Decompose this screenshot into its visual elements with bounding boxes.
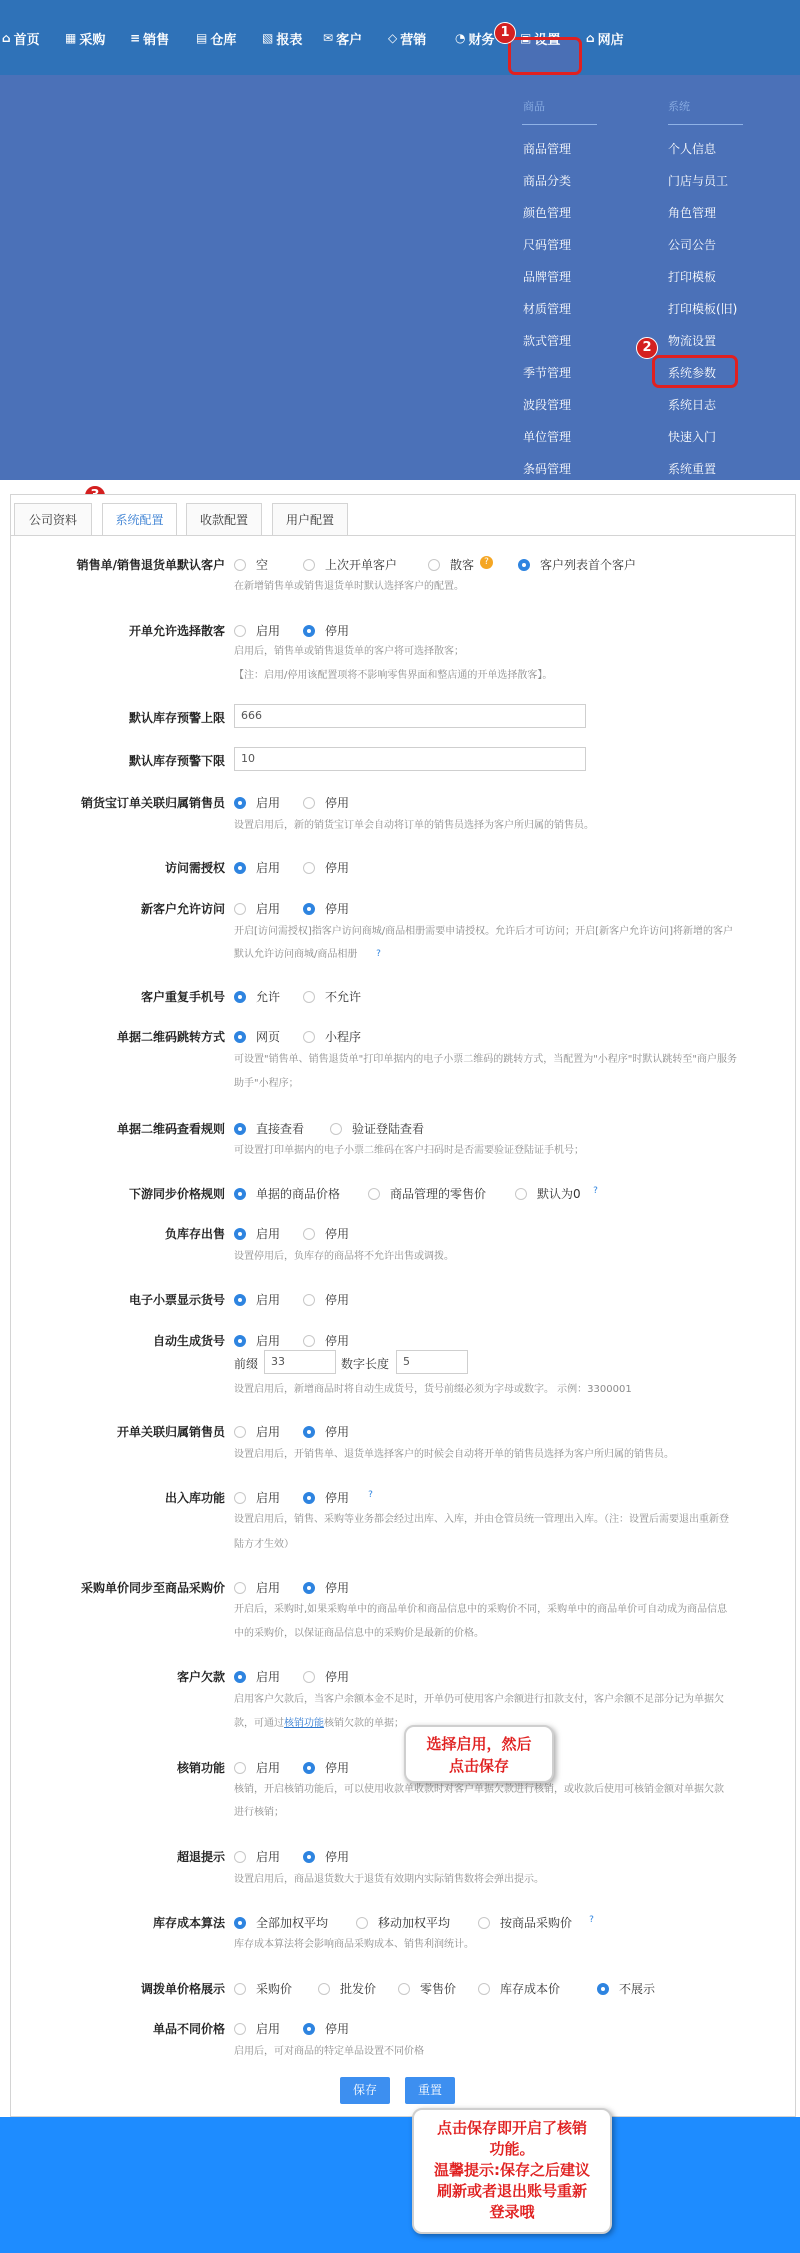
option-new_customer_visit-1[interactable] <box>303 900 349 917</box>
option-label-auto_sku-0: 启用 <box>256 1334 281 1348</box>
step-badge-1: 1 <box>494 22 516 44</box>
radio-auto_sku-0[interactable] <box>234 1335 246 1347</box>
option-transfer_price-0[interactable] <box>234 1980 292 1997</box>
option-diff_price-0[interactable] <box>234 2020 280 2037</box>
hint-purchase_price_sync-hint1: 开启后，采购时,如果采购单中的商品单价和商品信息中的采购价不同，采购单中的商品单价可自动成为商品信息 <box>234 1604 728 1615</box>
hint-cost_algo-hint: 库存成本算法将会影响商品采购成本、销售利润统计。 <box>234 1939 474 1950</box>
dropdown-sys-item-8[interactable]: 系统日志 <box>668 398 717 412</box>
nav-item-0[interactable] <box>2 27 40 49</box>
option-label-diff_price-0: 启用 <box>256 2022 281 2036</box>
option-purchase_price_sync-0[interactable] <box>234 1579 280 1596</box>
option-dup_phone-0[interactable] <box>234 988 280 1005</box>
option-visit_auth-1[interactable] <box>303 859 349 876</box>
hint-default_customer-hint: 在新增销售单或销售退货单时默认选择客户的配置。 <box>234 581 464 592</box>
dropdown-sys-item-4[interactable]: 打印模板 <box>668 270 717 284</box>
option-label-xhb_salesperson-1: 停用 <box>325 796 350 810</box>
radio-qr_view-0[interactable] <box>234 1123 246 1135</box>
option-transfer_price-1[interactable] <box>318 1980 376 1997</box>
option-label-cost_algo-1: 移动加权平均 <box>378 1916 451 1930</box>
radio-diff_price-0[interactable] <box>234 2023 246 2035</box>
nav-label-2: 销售 <box>143 32 170 48</box>
help-icon-downstream_price[interactable]: ? <box>593 1186 598 1196</box>
radio-transfer_price-2[interactable] <box>398 1983 410 1995</box>
label-order_salesperson: 开单关联归属销售员 <box>116 1425 225 1439</box>
hint-diff_price-hint: 启用后，可对商品的特定单品设置不同价格 <box>234 2046 424 2057</box>
dropdown-item-7[interactable]: 季节管理 <box>523 366 572 380</box>
option-over_return-0[interactable] <box>234 1848 280 1865</box>
option-label-writeoff-0: 启用 <box>256 1761 281 1775</box>
option-label-order_salesperson-0: 启用 <box>256 1425 281 1439</box>
hint-qr_view-hint: 可设置打印单据内的电子小票二维码在客户扫码时是否需要验证登陆证手机号； <box>234 1145 584 1156</box>
option-customer_debt-1[interactable] <box>303 1668 349 1685</box>
dropdown-item-1[interactable]: 商品分类 <box>523 174 572 188</box>
hint-auto_sku-hint: 设置启用后，新增商品时将自动生成货号，货号前缀必须为字母或数字。 示例：3300001 <box>234 1384 632 1395</box>
option-label-qr_jump-1: 小程序 <box>325 1030 362 1044</box>
option-label-qr_jump-0: 网页 <box>256 1030 281 1044</box>
radio-transfer_price-1[interactable] <box>318 1983 330 1995</box>
option-label-dup_phone-0: 允许 <box>256 990 281 1004</box>
radio-transfer_price-0[interactable] <box>234 1983 246 1995</box>
hint-writeoff-hint2: 进行核销； <box>234 1807 284 1818</box>
callout-save-tip-line1: 点击保存即开启了核销 <box>436 2119 587 2137</box>
nav-icon-3: ▤ <box>196 31 208 45</box>
radio-qr_view-1[interactable] <box>330 1123 342 1135</box>
radio-receipt_sku-0[interactable] <box>234 1294 246 1306</box>
dropdown-item-5[interactable]: 材质管理 <box>523 302 572 316</box>
option-label-writeoff-1: 停用 <box>325 1761 350 1775</box>
radio-neg_stock-1[interactable] <box>303 1228 315 1240</box>
option-label-transfer_price-4: 不展示 <box>619 1982 656 1996</box>
dropdown-col2-heading: 系统 <box>668 100 690 113</box>
option-label-qr_view-0: 直接查看 <box>256 1122 305 1136</box>
radio-allow_walkin-0[interactable] <box>234 625 246 637</box>
callout-save-tip-line5: 登录哦 <box>489 2203 535 2221</box>
label-qr_jump: 单据二维码跳转方式 <box>116 1030 225 1044</box>
writeoff-link[interactable]: 核销功能 <box>284 1718 324 1729</box>
step-badge-2: 2 <box>636 337 658 359</box>
option-order_salesperson-1[interactable] <box>303 1423 349 1440</box>
tab-system-config[interactable]: 系统配置 <box>102 503 177 535</box>
label-transfer_price: 调拨单价格展示 <box>140 1982 225 1996</box>
radio-auto_sku-1[interactable] <box>303 1335 315 1347</box>
option-default_customer-2[interactable] <box>428 556 474 573</box>
option-downstream_price-2[interactable] <box>515 1185 581 1202</box>
nav-icon-5: ✉ <box>323 31 334 45</box>
radio-default_customer-1[interactable] <box>303 559 315 571</box>
tab-user-config[interactable]: 用户配置 <box>272 503 348 535</box>
radio-writeoff-1[interactable] <box>303 1762 315 1774</box>
option-allow_walkin-1[interactable] <box>303 622 349 639</box>
dropdown-sys-item-3[interactable]: 公司公告 <box>668 238 717 252</box>
dropdown-item-9[interactable]: 单位管理 <box>523 430 572 444</box>
hint-purchase_price_sync-hint2: 中的采购价，以保证商品信息中的采购价是最新的价格。 <box>234 1628 484 1639</box>
radio-visit_auth-1[interactable] <box>303 862 315 874</box>
radio-new_customer_visit-0[interactable] <box>234 903 246 915</box>
hint-customer_debt-hint2 <box>234 1714 404 1734</box>
option-new_customer_visit-0[interactable] <box>234 900 280 917</box>
reset-button[interactable]: 重置 <box>405 2077 455 2104</box>
nav-label-1: 采购 <box>79 32 106 48</box>
dropdown-sys-item-7[interactable]: 系统参数 <box>668 366 717 380</box>
radio-purchase_price_sync-1[interactable] <box>303 1582 315 1594</box>
option-label-over_return-1: 停用 <box>325 1850 350 1864</box>
radio-downstream_price-1[interactable] <box>368 1188 380 1200</box>
option-inout-0[interactable] <box>234 1489 280 1506</box>
radio-cost_algo-0[interactable] <box>234 1917 246 1929</box>
option-downstream_price-1[interactable] <box>368 1185 486 1202</box>
dropdown-sys-item-0[interactable]: 个人信息 <box>668 142 717 156</box>
label-dup_phone: 客户重复手机号 <box>140 990 225 1004</box>
input-prefix[interactable]: 33 <box>264 1350 336 1374</box>
option-label-dup_phone-1: 不允许 <box>325 990 362 1004</box>
nav-icon-2: ≡ <box>130 31 141 45</box>
option-qr_view-0[interactable] <box>234 1120 304 1137</box>
nav-label-7: 财务 <box>468 32 495 48</box>
nav-item-4[interactable] <box>262 27 302 49</box>
hint-inout-hint1: 设置启用后，销售、采购等业务都会经过出库、入库，并由仓管员统一管理出入库。（注：设置后需要退出重新登 <box>234 1514 729 1525</box>
label-downstream_price: 下游同步价格规则 <box>128 1187 225 1201</box>
option-qr_jump-0[interactable] <box>234 1028 280 1045</box>
option-default_customer-1[interactable] <box>303 556 397 573</box>
radio-neg_stock-0[interactable] <box>234 1228 246 1240</box>
nav-label-9: 网店 <box>597 32 624 48</box>
label-neg_stock: 负库存出售 <box>164 1227 225 1241</box>
nav-icon-8: ▣ <box>520 31 532 45</box>
dropdown-item-3[interactable]: 尺码管理 <box>523 238 572 252</box>
radio-customer_debt-0[interactable] <box>234 1671 246 1683</box>
help-icon-inout[interactable]: ? <box>368 1490 373 1500</box>
option-diff_price-1[interactable] <box>303 2020 349 2037</box>
option-label-purchase_price_sync-1: 停用 <box>325 1581 350 1595</box>
radio-qr_jump-0[interactable] <box>234 1031 246 1043</box>
nav-label-3: 仓库 <box>210 32 237 48</box>
option-transfer_price-3[interactable] <box>478 1980 560 1997</box>
nav-icon-9: ⌂ <box>586 31 595 45</box>
label-receipt_sku: 电子小票显示货号 <box>128 1293 225 1307</box>
option-inout-1[interactable] <box>303 1489 349 1506</box>
dropdown-sys-item-9[interactable]: 快速入门 <box>668 430 717 444</box>
hint-qr_jump-hint2: 助手"小程序； <box>234 1078 299 1089</box>
radio-receipt_sku-1[interactable] <box>303 1294 315 1306</box>
option-label-over_return-0: 启用 <box>256 1850 281 1864</box>
radio-writeoff-0[interactable] <box>234 1762 246 1774</box>
radio-allow_walkin-1[interactable] <box>303 625 315 637</box>
system-params-highlight <box>652 355 738 388</box>
hint-customer_debt-hint1: 启用客户欠款后，当客户余额本金不足时，开单仍可使用客户余额进行扣款支付，客户余额不足部分记为单据欠 <box>234 1694 724 1705</box>
radio-transfer_price-3[interactable] <box>478 1983 490 1995</box>
hint-over_return-hint: 设置启用后，商品退货数大于退货有效期内实际销售数将会弹出提示。 <box>234 1874 544 1885</box>
radio-xhb_salesperson-0[interactable] <box>234 797 246 809</box>
hint-writeoff-hint1: 核销，开启核销功能后，可以使用收款单收款时对客户单据欠款进行核销，或收款后使用可核销金额对单据欠款 <box>234 1784 724 1795</box>
label-customer_debt: 客户欠款 <box>176 1670 225 1684</box>
tab-divider <box>11 535 795 536</box>
option-auto_sku-1[interactable] <box>303 1332 349 1349</box>
radio-downstream_price-2[interactable] <box>515 1188 527 1200</box>
hint-inout-hint2: 陆方才生效） <box>234 1539 294 1550</box>
label-inout: 出入库功能 <box>164 1491 225 1505</box>
option-writeoff-1[interactable] <box>303 1759 349 1776</box>
option-label-inout-1: 停用 <box>325 1491 350 1505</box>
nav-item-6[interactable] <box>388 27 426 49</box>
nav-icon-4: ▧ <box>262 31 274 45</box>
label-purchase_price_sync: 采购单价同步至商品采购价 <box>80 1581 225 1595</box>
callout-enable-save-line2: 点击保存 <box>448 1757 509 1775</box>
input-stock-lower[interactable]: 10 <box>234 747 586 771</box>
label-new_customer_visit: 新客户允许访问 <box>140 902 225 916</box>
dropdown-sys-item-5[interactable]: 打印模板(旧) <box>668 302 738 316</box>
hint-qr_jump-hint1: 可设置"销售单、销售退货单"打印单据内的电子小票二维码的跳转方式，当配置为"小程序"时默认跳转至"商户服务 <box>234 1054 737 1065</box>
nav-item-7[interactable] <box>455 27 495 49</box>
radio-order_salesperson-1[interactable] <box>303 1426 315 1438</box>
option-label-cost_algo-0: 全部加权平均 <box>256 1916 329 1930</box>
option-label-purchase_price_sync-0: 启用 <box>256 1581 281 1595</box>
option-label-new_customer_visit-0: 启用 <box>256 902 281 916</box>
label-stock_upper: 默认库存预警上限 <box>128 711 225 725</box>
option-label-visit_auth-1: 停用 <box>325 861 350 875</box>
nav-icon-1: ▦ <box>65 31 77 45</box>
hint-new_customer_visit-hint1: 开启[访问需授权]指客户访问商城/商品相册需要申请授权。允许后才可访问；开启[新客户允许访问]将新增的客户 <box>234 926 733 937</box>
option-auto_sku-0[interactable] <box>234 1332 280 1349</box>
option-order_salesperson-0[interactable] <box>234 1423 280 1440</box>
dropdown-item-10[interactable]: 条码管理 <box>523 462 572 476</box>
label-diff_price: 单品不同价格 <box>152 2022 225 2036</box>
radio-diff_price-1[interactable] <box>303 2023 315 2035</box>
radio-over_return-0[interactable] <box>234 1851 246 1863</box>
radio-xhb_salesperson-1[interactable] <box>303 797 315 809</box>
option-label-downstream_price-1: 商品管理的零售价 <box>390 1187 487 1201</box>
option-allow_walkin-0[interactable] <box>234 622 280 639</box>
option-label-transfer_price-0: 采购价 <box>256 1982 293 1996</box>
option-over_return-1[interactable] <box>303 1848 349 1865</box>
hint-debt-pre: 款，可通过 <box>234 1718 284 1729</box>
dropdown-col1-divider <box>522 124 597 125</box>
option-label-default_customer-1: 上次开单客户 <box>325 558 398 572</box>
label-cost_algo: 库存成本算法 <box>152 1916 225 1930</box>
option-label-default_customer-0: 空 <box>256 558 269 572</box>
radio-transfer_price-4[interactable] <box>597 1983 609 1995</box>
option-label-cost_algo-2: 按商品采购价 <box>500 1916 573 1930</box>
option-cost_algo-1[interactable] <box>356 1914 450 1931</box>
dropdown-item-2[interactable]: 颜色管理 <box>523 206 572 220</box>
nav-icon-0: ⌂ <box>2 31 11 45</box>
option-label-allow_walkin-1: 停用 <box>325 624 350 638</box>
option-label-auto_sku-1: 停用 <box>325 1334 350 1348</box>
dropdown-item-8[interactable]: 波段管理 <box>523 398 572 412</box>
label-auto_sku: 自动生成货号 <box>152 1334 225 1348</box>
dropdown-sys-item-6[interactable]: 物流设置 <box>668 334 717 348</box>
radio-inout-1[interactable] <box>303 1492 315 1504</box>
option-qr_jump-1[interactable] <box>303 1028 361 1045</box>
option-label-downstream_price-2: 默认为0 <box>537 1187 581 1201</box>
label-visit_auth: 访问需授权 <box>164 861 225 875</box>
tab-company-info[interactable]: 公司资料 <box>14 503 92 535</box>
option-label-order_salesperson-1: 停用 <box>325 1425 350 1439</box>
option-dup_phone-1[interactable] <box>303 988 361 1005</box>
label-xhb_salesperson: 销货宝订单关联归属销售员 <box>80 796 225 810</box>
option-label-receipt_sku-1: 停用 <box>325 1293 350 1307</box>
nav-label-5: 客户 <box>336 32 363 48</box>
nav-item-3[interactable] <box>196 27 236 49</box>
option-label-transfer_price-1: 批发价 <box>340 1982 377 1996</box>
radio-cost_algo-1[interactable] <box>356 1917 368 1929</box>
nav-label-8: 设置 <box>534 32 561 48</box>
nav-item-1[interactable] <box>65 27 105 49</box>
dropdown-col2-divider <box>668 124 743 125</box>
option-label-default_customer-3: 客户列表首个客户 <box>540 558 637 572</box>
option-label-receipt_sku-0: 启用 <box>256 1293 281 1307</box>
option-default_customer-0[interactable] <box>234 556 268 573</box>
callout-save-tip-line4: 刷新或者退出账号重新 <box>436 2182 587 2200</box>
option-label-transfer_price-2: 零售价 <box>420 1982 457 1996</box>
prefix-label: 前缀 <box>234 1357 259 1371</box>
label-over_return: 超退提示 <box>176 1850 225 1864</box>
callout-save-tip-line3: 温馨提示:保存之后建议 <box>434 2161 590 2179</box>
option-receipt_sku-1[interactable] <box>303 1291 349 1308</box>
dropdown-sys-item-10[interactable]: 系统重置 <box>668 462 717 476</box>
option-xhb_salesperson-0[interactable] <box>234 794 280 811</box>
option-label-visit_auth-0: 启用 <box>256 861 281 875</box>
label-writeoff: 核销功能 <box>176 1761 225 1775</box>
option-label-allow_walkin-0: 启用 <box>256 624 281 638</box>
nav-label-4: 报表 <box>276 32 303 48</box>
help-icon-default_customer[interactable]: ? <box>480 556 493 569</box>
option-label-customer_debt-0: 启用 <box>256 1670 281 1684</box>
nav-icon-6: ◇ <box>388 31 398 45</box>
callout-enable-save-line1: 选择启用，然后 <box>426 1735 532 1753</box>
option-label-diff_price-1: 停用 <box>325 2022 350 2036</box>
hint-new_customer_visit-hint2: 默认允许访问商城/商品相册 <box>234 949 358 960</box>
option-label-customer_debt-1: 停用 <box>325 1670 350 1684</box>
option-downstream_price-0[interactable] <box>234 1185 340 1202</box>
option-label-neg_stock-1: 停用 <box>325 1227 350 1241</box>
dropdown-item-6[interactable]: 款式管理 <box>523 334 572 348</box>
radio-downstream_price-0[interactable] <box>234 1188 246 1200</box>
help-icon-cost_algo[interactable]: ? <box>589 1915 594 1925</box>
option-label-new_customer_visit-1: 停用 <box>325 902 350 916</box>
option-label-transfer_price-3: 库存成本价 <box>500 1982 561 1996</box>
hint-xhb_salesperson-hint: 设置启用后，新的销货宝订单会自动将订单的销售员选择为客户所归属的销售员。 <box>234 820 594 831</box>
hint-order_salesperson-hint: 设置启用后，开销售单、退货单选择客户的时候会自动将开单的销售员选择为客户所归属的销售员。 <box>234 1449 674 1460</box>
label-stock_lower: 默认库存预警下限 <box>128 754 225 768</box>
nav-item-9[interactable] <box>586 27 624 49</box>
hint-allow_walkin-hint1: 启用后，销售单或销售退货单的客户将可选择散客； <box>234 646 464 657</box>
radio-default_customer-0[interactable] <box>234 559 246 571</box>
hint-debt-post: 核销欠款的单据； <box>324 1718 404 1729</box>
radio-inout-0[interactable] <box>234 1492 246 1504</box>
option-label-inout-0: 启用 <box>256 1491 281 1505</box>
input-stock-upper[interactable]: 666 <box>234 704 586 728</box>
label-default_customer: 销售单/销售退货单默认客户 <box>76 558 225 572</box>
radio-over_return-1[interactable] <box>303 1851 315 1863</box>
option-label-neg_stock-0: 启用 <box>256 1227 281 1241</box>
dropdown-sys-item-1[interactable]: 门店与员工 <box>668 174 729 188</box>
option-neg_stock-1[interactable] <box>303 1225 349 1242</box>
radio-dup_phone-1[interactable] <box>303 991 315 1003</box>
option-transfer_price-2[interactable] <box>398 1980 456 1997</box>
option-neg_stock-0[interactable] <box>234 1225 280 1242</box>
dropdown-col1-heading: 商品 <box>523 100 545 113</box>
settings-nav-highlight <box>508 37 582 75</box>
option-qr_view-1[interactable] <box>330 1120 424 1137</box>
nav-icon-7: ◔ <box>455 31 466 45</box>
option-customer_debt-0[interactable] <box>234 1668 280 1685</box>
radio-visit_auth-0[interactable] <box>234 862 246 874</box>
option-visit_auth-0[interactable] <box>234 859 280 876</box>
hint-allow_walkin-hint2: 【注：启用/停用该配置项将不影响零售界面和整店通的开单选择散客】。 <box>234 670 553 681</box>
radio-cost_algo-2[interactable] <box>478 1917 490 1929</box>
hint-neg_stock-hint: 设置停用后，负库存的商品将不允许出售或调拨。 <box>234 1251 454 1262</box>
digit-length-label: 数字长度 <box>341 1357 390 1371</box>
dropdown-item-4[interactable]: 品牌管理 <box>523 270 572 284</box>
callout-enable-save <box>404 1725 554 1783</box>
help-icon-new_customer_visit[interactable]: ? <box>376 949 381 959</box>
radio-customer_debt-1[interactable] <box>303 1671 315 1683</box>
option-label-qr_view-1: 验证登陆查看 <box>352 1122 425 1136</box>
option-purchase_price_sync-1[interactable] <box>303 1579 349 1596</box>
option-xhb_salesperson-1[interactable] <box>303 794 349 811</box>
tab-payment-config[interactable]: 收款配置 <box>186 503 262 535</box>
nav-item-2[interactable] <box>130 27 169 49</box>
option-cost_algo-2[interactable] <box>478 1914 572 1931</box>
nav-label-6: 营销 <box>400 32 427 48</box>
option-cost_algo-0[interactable] <box>234 1914 328 1931</box>
option-label-default_customer-2: 散客 <box>450 558 475 572</box>
callout-save-tip-line2: 功能。 <box>489 2140 535 2158</box>
radio-order_salesperson-0[interactable] <box>234 1426 246 1438</box>
radio-new_customer_visit-1[interactable] <box>303 903 315 915</box>
label-allow_walkin: 开单允许选择散客 <box>128 624 225 638</box>
option-receipt_sku-0[interactable] <box>234 1291 280 1308</box>
radio-default_customer-3[interactable] <box>518 559 530 571</box>
option-label-downstream_price-0: 单据的商品价格 <box>256 1187 341 1201</box>
option-writeoff-0[interactable] <box>234 1759 280 1776</box>
nav-item-5[interactable] <box>323 27 362 49</box>
callout-save-tip <box>412 2108 612 2234</box>
dropdown-sys-item-2[interactable]: 角色管理 <box>668 206 717 220</box>
option-transfer_price-4[interactable] <box>597 1980 655 1997</box>
radio-dup_phone-0[interactable] <box>234 991 246 1003</box>
radio-default_customer-2[interactable] <box>428 559 440 571</box>
radio-qr_jump-1[interactable] <box>303 1031 315 1043</box>
option-default_customer-3[interactable] <box>518 556 636 573</box>
radio-purchase_price_sync-0[interactable] <box>234 1582 246 1594</box>
footer-bar <box>0 2117 800 2253</box>
nav-label-0: 首页 <box>13 32 40 48</box>
save-button[interactable]: 保存 <box>340 2077 390 2104</box>
input-digit-length[interactable]: 5 <box>396 1350 468 1374</box>
dropdown-item-0[interactable]: 商品管理 <box>523 142 572 156</box>
label-qr_view: 单据二维码查看规则 <box>116 1122 225 1136</box>
option-label-xhb_salesperson-0: 启用 <box>256 796 281 810</box>
